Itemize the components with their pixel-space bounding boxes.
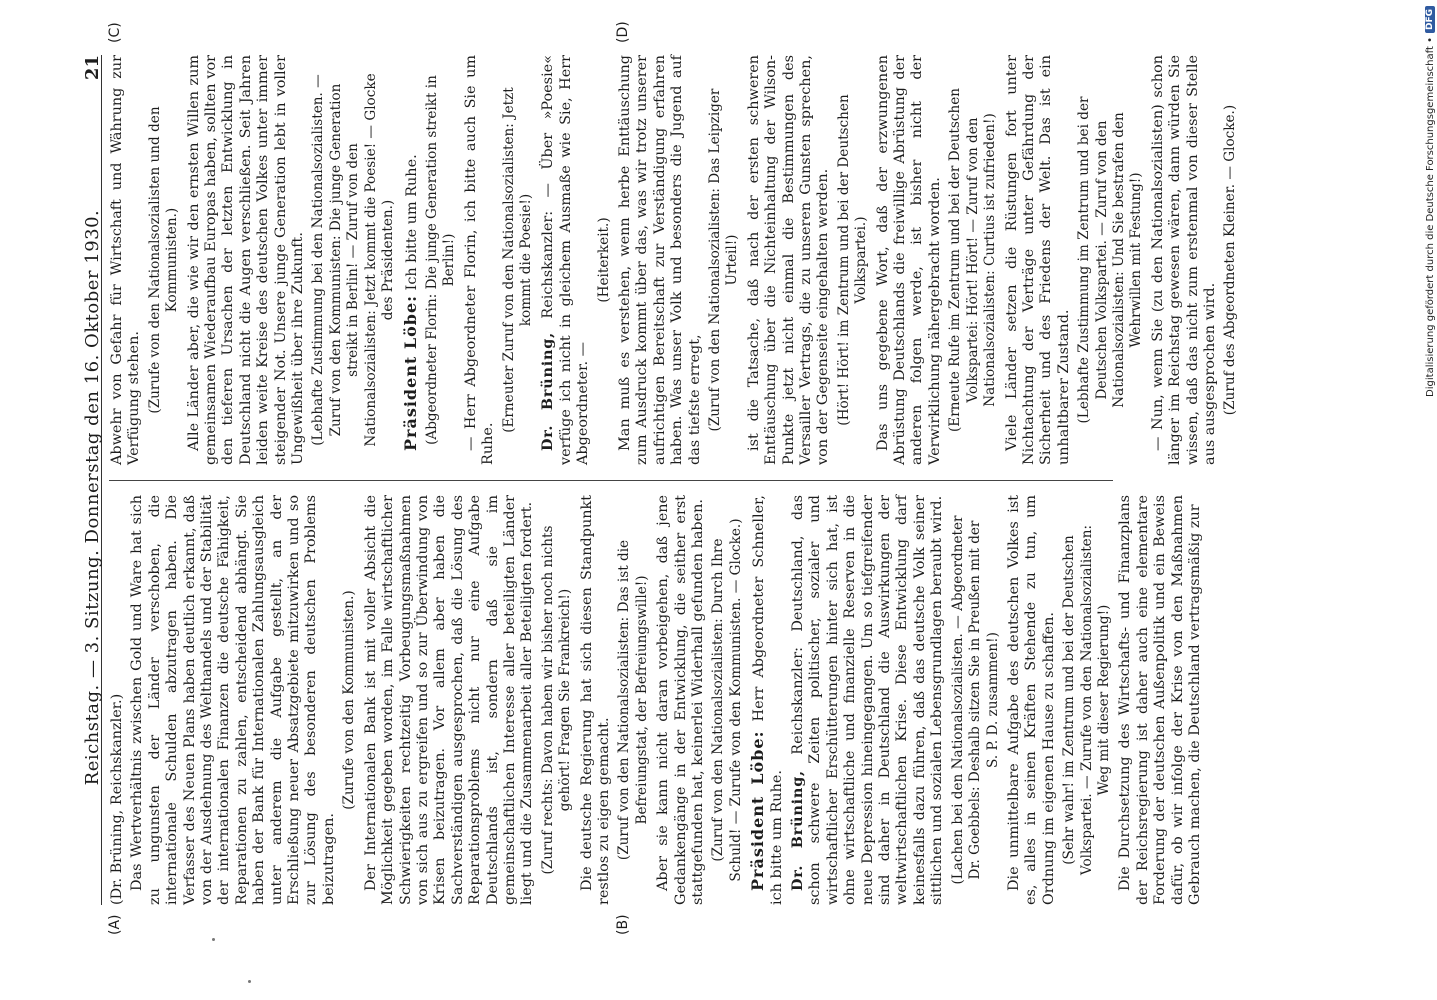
interjection: (Zuruf von den Nationalsozialisten: Das Leipziger Urteil!) (707, 88, 741, 432)
page-number: 21 (81, 55, 103, 81)
printed-page (73, 21, 1239, 935)
interjection: (Zuruf des Abgeordneten Kleiner. — Glocke.) (1222, 104, 1239, 416)
speaker-name: Präsident Löbe: (400, 294, 420, 451)
paragraph: ist die Tatsache, daß nach der ersten schweren Enttäuschung über die Nichteinhaltung der Wilson-Punkte jetzt nicht einmal die Bestimmungen des Versailler Vertrags, die zu unseren Gunsten sprechen, von der Gegenseite eingehalten werden. (745, 55, 832, 465)
speech-paragraph (402, 55, 421, 465)
dfg-logo: DFG (1425, 6, 1435, 33)
digitization-note (1423, 6, 1437, 996)
speech-text: Reichskanzler: Deutschland, das schon schwere Zeiten politischer, sozialer und wirtschaftlicher Erschütterungen hinter sich hat, ist ohne wirtschaftliche und finanzielle Reserven in die neue Depression hineingegangen. Um so tiefgreifender sind daher in Deutschland die Auswirkungen der weltwirtschaftlichen Krise. Diese Entwicklung darf keinesfalls dazu führen, daß das deutsche Volk seiner sittlichen und sozialen Lebensgrundlagen beraubt wird. (790, 494, 946, 905)
column-divider (109, 480, 1113, 481)
margin-mark-c: (C) (107, 22, 123, 43)
page-header (73, 55, 102, 905)
interjection: (Abgeordneter Florin: Die junge Generation streikt in Berlin!) (423, 75, 458, 445)
paragraph: Der Internationalen Bank ist mit voller Absicht die Möglichkeit gegeben worden, im Falle wirtschaftlicher Schwierigkeiten rechtzeitig Vorbeugungsmaßnahmen von sich aus zu ergreifen und so zur Überwindung von Krisen beizutragen. Vor allem aber haben die Sachverständigen ausgesprochen, daß die Lösung des Reparationsproblems nicht nur eine Aufgabe Deutschlands ist, sondern daß sie im gemeinschaftlichen Interesse aller beteiligten Länder liegt und die Zusammenarbeit aller Beteiligten fordert. (362, 495, 536, 905)
speaker-name: Dr. Brüning, (789, 770, 807, 891)
interjection: (Zuruf rechts: Davon haben wir bisher noch nichts gehört! Fragen Sie Frankreich!) (539, 525, 574, 875)
interjection: (Erneute Rufe im Zentrum und bei der Deutschen Volkspartei: Hört! Hört! — Zuruf von den Nationalsozialisten: Curtius ist zufrieden!) (947, 87, 999, 433)
scan-speck (248, 980, 251, 983)
speaker-name: Präsident Löbe: (748, 730, 768, 891)
speech-text: Ich bitte um Ruhe. (403, 154, 420, 291)
margin-mark-d: (D) (615, 21, 631, 43)
speech-paragraph (789, 495, 947, 905)
digitization-text: Digitalisierung gefördert durch die Deutsche Forschungsgemeinschaft • (1424, 37, 1436, 397)
speech-text: Herr Abgeordneter Schneller, ich bitte um Ruhe. (751, 495, 785, 905)
left-column (109, 494, 1203, 905)
paragraph: Viele Länder setzen die Rüstungen fort unter Nichtachtung der Verträge unter Gefährdung der Sicherheit und des Friedens der Welt. Das ist ein unhaltbarer Zustand. (1003, 55, 1072, 465)
scan-speck (212, 938, 215, 941)
interjection: (Lebhafte Zustimmung im Zentrum und bei der Deutschen Volkspartei. — Zuruf von den Nationalsozialisten: Und Sie bestrafen den Wehrwillen mit Festung!) (1076, 96, 1145, 424)
interjection: (Zuruf von den Nationalsozialisten: Durch Ihre Schuld! — Zurufe von den Kommunisten. — Glocke.) (710, 518, 744, 882)
running-head: (Dr. Brüning, Reichskanzler.) (109, 693, 125, 905)
paragraph: Die unmittelbare Aufgabe des deutschen Volkes ist es, alles in seinen Kräften Stehende zu tun, um Ordnung im eigenen Hause zu schaffen. (1005, 495, 1057, 905)
margin-mark-b: (B) (615, 914, 631, 935)
interjection: (Heiterkeit.) (595, 217, 612, 303)
interjection: (Zuruf von den Nationalsozialisten: Das ist die Befreiungstat, der Befreiungswille!) (616, 539, 650, 861)
interjection: (Erneuter Zuruf von den Nationalsozialisten: Jetzt kommt die Poesie!) (500, 87, 534, 433)
paragraph: Alle Länder aber, die wie wir den ernsten Willen zum gemeinsamen Wiederaufbau Europas haben, sollten vor den tieferen Ursachen der letzten Entwicklung in Deutschland nicht die Augen verschließen. Seit Jahren leiden weite Kreise des deutschen Volkes unter immer steigender Not. Unsere junge Generation lebt in voller Ungewißheit über ihre Zukunft. (185, 55, 307, 465)
paragraph: Abwehr von Gefahr für Wirtschaft und Währung zur Verfügung stehen. (109, 55, 143, 465)
interjection: (Lachen bei den Nationalsozialisten. — Abgeordneter Dr. Goebbels: Deshalb sitzen Sie in Preußen mit der S. P. D. zusammen!) (949, 515, 1001, 885)
interjection: (Zurufe von den Kommunisten.) (341, 590, 358, 810)
interjection: (Hört! Hört! im Zentrum und bei der Deutschen Volkspartei.) (835, 94, 870, 426)
paragraph: Das Wertverhältnis zwischen Gold und Ware hat sich zu ungunsten der Länder verschoben, die internationale Schulden abzutragen haben. Die Verfasser des Neuen Plans haben deutlich erkannt, daß von der Ausdehnung des Welthandels und der Stabilität der internationalen Finanzen die deutsche Fähigkeit, Reparationen zu zahlen, entscheidend abhängt. Sie haben der Bank für Internationalen Zahlungsausgleich unter anderem die Aufgabe gestellt, an der Erschließung neuer Absatzgebiete mitzuwirken und so zur Lösung des besonderen deutschen Problems beizutragen. (129, 495, 337, 905)
interjection: (Lebhafte Zustimmung bei den Nationalsozialisten. — Zuruf von den Kommunisten: Die junge Generation streikt in Berlin! — Zuruf von den Nationalsozialisten: Jetzt kommt die Poesie! — Glocke des Präsidenten.) (310, 73, 397, 447)
paragraph: Die deutsche Regierung hat sich diesen Standpunkt restlos zu eigen gemacht. (578, 495, 612, 905)
paragraph: Die Durchsetzung des Wirtschafts- und Finanzplans der Reichsregierung ist daher auch eine elementare Forderung der deutschen Außenpolitik und ein Beweis dafür, ob wir infolge der Krise von den Maßnahmen Gebrauch machen, die Deutschland vertragsmäßig zur (1117, 495, 1203, 905)
speaker-name: Dr. Brüning, (539, 332, 557, 451)
speech-text: Reichskanzler: — Über »Poesie« verfüge ich nicht in gleichem Ausmaße wie Sie, Herr Abgeordneter. — (540, 55, 592, 465)
interjection: (Sehr wahr! im Zentrum und bei der Deutschen Volkspartei. — Zurufe von den Nationalsozialisten: Weg mit dieser Regierung!) (1061, 524, 1112, 876)
paragraph: Das uns gegebene Wort, daß der erzwungenen Abrüstung Deutschlands die freiwillige Abrüstung der anderen folgen werde, ist bisher nicht der Verwirklichung nähergebracht worden. (874, 55, 943, 465)
speech-paragraph (539, 55, 592, 465)
paragraph: Aber sie kann nicht daran vorbeigehen, daß jene Gedankengänge in der Entwicklung, die seither erst stattgefunden hat, keinerlei Widerhall gefunden haben. (655, 495, 706, 905)
right-column (109, 55, 1239, 465)
header-title: Reichstag. — 3. Sitzung. Donnerstag den 16. Oktober 1930. (81, 209, 103, 786)
interjection: (Zurufe von den Nationalsozialisten und den Kommunisten.) (146, 106, 181, 414)
margin-mark-a: (A) (107, 914, 123, 935)
paragraph: Man muß es verstehen, wenn herbe Enttäuschung zum Ausdruck kommt über das, was wir trotz unserer aufrichtigen Bereitschaft zur Verständigung erfahren haben. Was unser Volk und besonders die Jugend auf das tiefste erregt, (616, 55, 703, 465)
speech-paragraph (749, 495, 786, 905)
paragraph: — Herr Abgeordneter Florin, ich bitte auch Sie um Ruhe. (462, 55, 497, 465)
paragraph: — Nun, wenn Sie (zu den Nationalsozialisten) schon länger im Reichstag gewesen wären, dann würden Sie wissen, daß das nicht zum erstenmal von dieser Stelle aus ausgesprochen wird. (1149, 55, 1218, 465)
